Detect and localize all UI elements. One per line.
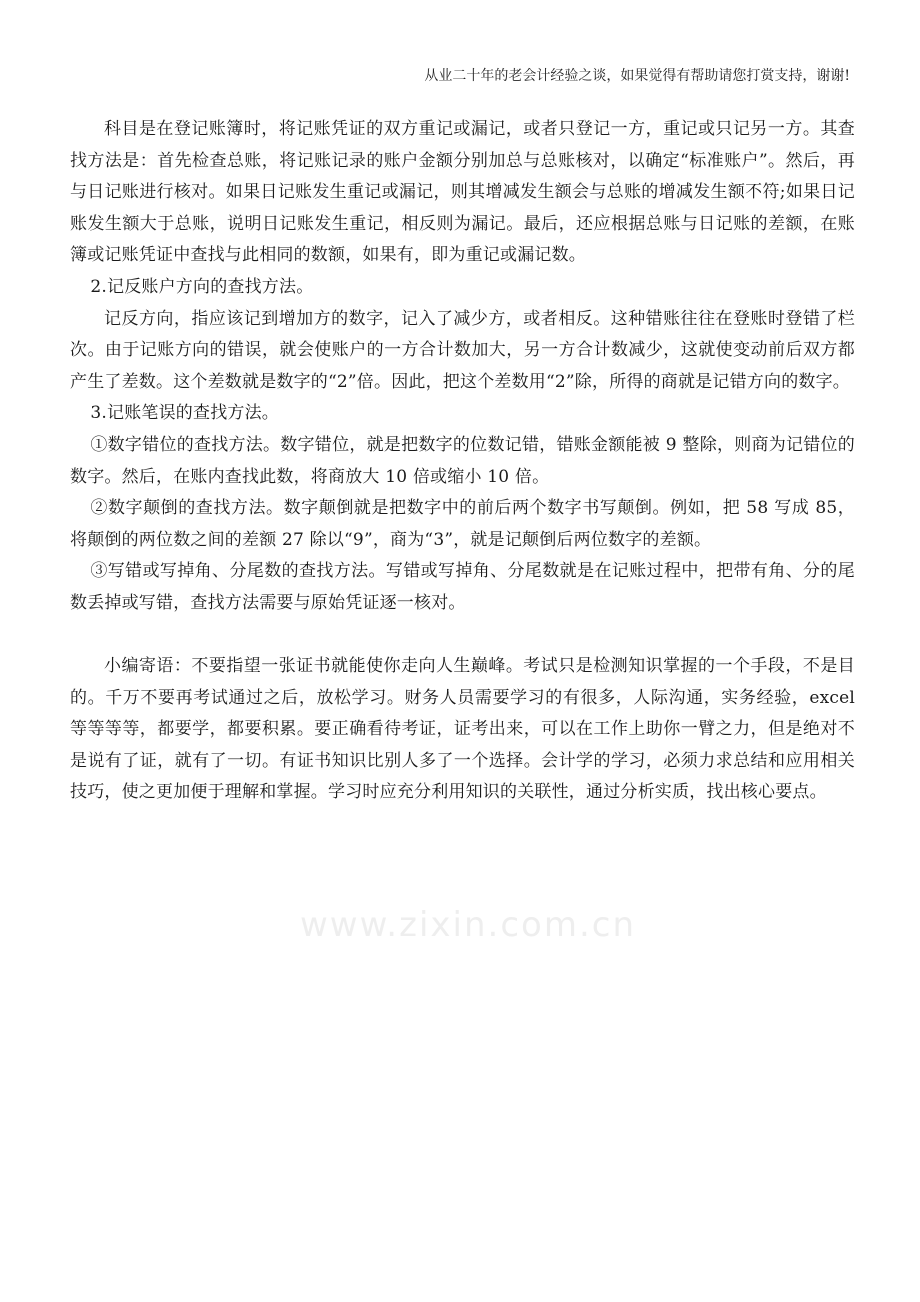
paragraph-digit-misplacement: ①数字错位的查找方法。数字错位，就是把数字的位数记错，错账金额能被 9 整除，则商为记错位的数字。然后，在账内查找此数，将商放大 10 倍或缩小 10 倍。 [70,434,855,487]
paragraph-spacer [70,620,855,652]
paragraph-digit-transposition: ②数字颠倒的查找方法。数字颠倒就是把数字中的前后两个数字书写颠倒。例如，把 58 写成 85，将颠倒的两位数之间的差额 27 除以“9”，商为“3”，就是记颠倒后两位数字的差额。 [70,498,855,550]
paragraph-reverse-direction: 记反方向，指应该记到增加方的数字，记入了减少方，或者相反。这种错账往往在登账时登错了栏次。由于记账方向的错误，就会使账户的一方合计数加大，另一方合计数减少，这就使变动前后双方都产生了差数。这个差数就是数字的“2”倍。因此，把这个差数用“2”除，所得的商就是记错方向的数字。 [70,308,855,392]
article-body [70,114,855,809]
header-note: 从业二十年的老会计经验之谈，如果觉得有帮助请您打赏支持，谢谢! [424,68,850,84]
watermark: www.zixin.com.cn [300,905,636,945]
section-heading-reverse-direction: 2.记反账户方向的查找方法。 [90,276,314,297]
paragraph-fraction-tail-error: ③写错或写掉角、分尾数的查找方法。写错或写掉角、分尾数就是在记账过程中，把带有角、分的尾数丢掉或写错，查找方法需要与原始凭证逐一核对。 [70,561,855,613]
section-heading-writing-error: 3.记账笔误的查找方法。 [90,403,280,424]
paragraph-duplicate-omission: 科目是在登记账簿时，将记账凭证的双方重记或漏记，或者只登记一方，重记或只记另一方。其查找方法是：首先检查总账，将记账记录的账户金额分别加总与总账核对，以确定“标准账户”。然后，再与日记账进行核对。如果日记账发生重记或漏记，则其增减发生额会与总账的增减发生额不符;如果日记账发生额大于总账，说明日记账发生重记，相反则为漏记。最后，还应根据总账与日记账的差额，在账簿或记账凭证中查找与此相同的数额，如果有，即为重记或漏记数。 [70,119,855,266]
paragraph-editor-note: 小编寄语：不要指望一张证书就能使你走向人生巅峰。考试只是检测知识掌握的一个手段，不是目的。千万不要再考试通过之后，放松学习。财务人员需要学习的有很多，人际沟通，实务经验，excel 等等等等，都要学，都要积累。要正确看待考证，证考出来，可以在工作上助你一臂之力，但是绝对不是说有了证，就有了一切。有证书知识比别人多了一个选择。会计学的学习，必须力求总结和应用相关技巧，使之更加便于理解和掌握。学习时应充分利用知识的关联性，通过分析实质，找出核心要点。 [70,656,855,803]
